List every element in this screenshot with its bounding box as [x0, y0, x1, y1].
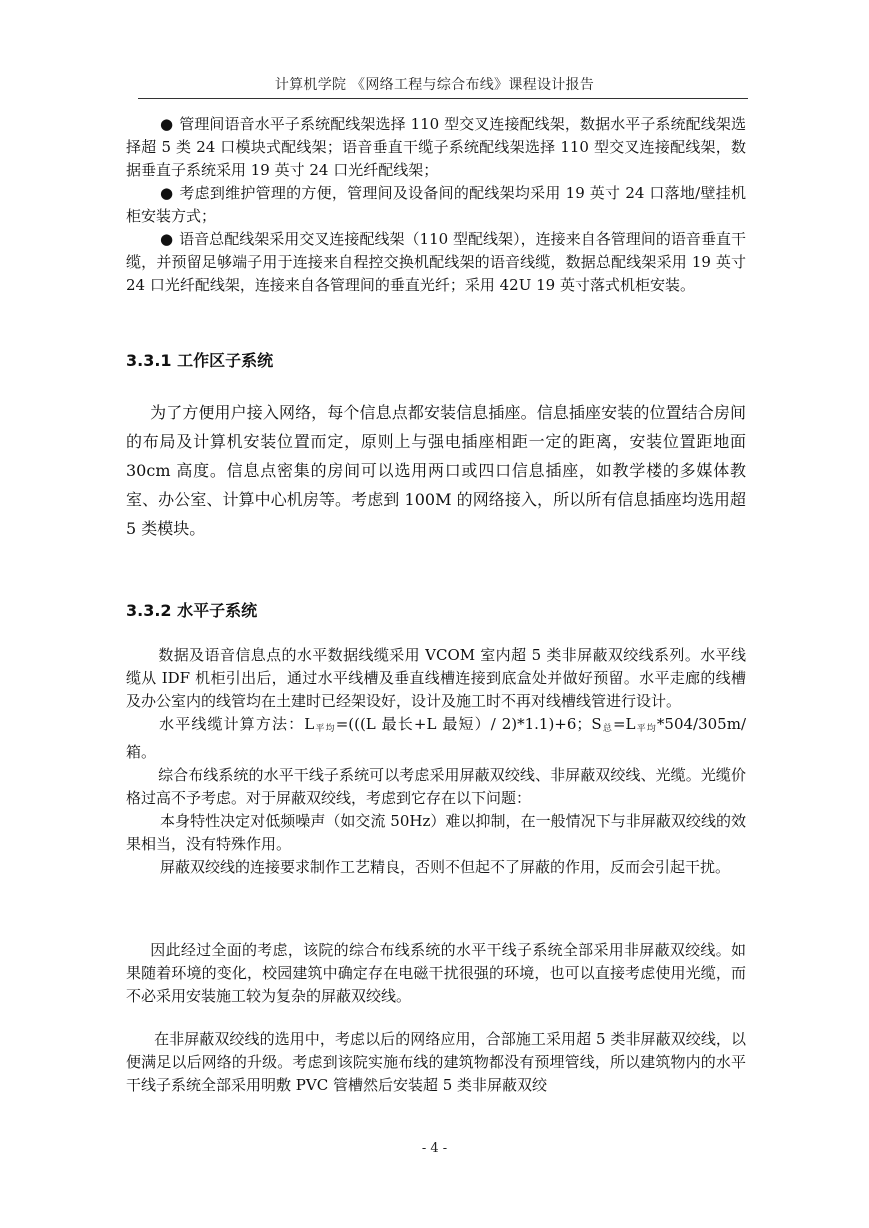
bullet-item: ● 语音总配线架采用交叉连接配线架（110 型配线架），连接来自各管理间的语音垂直干缆，并预留足够端子用于连接来自程控交换机配线架的语音线缆，数据总配线架采用 19 英寸 24 口光纤配线架，连接来自各管理间的垂直光纤；采用 42U 19 英寸落式机柜安装。: [126, 230, 746, 294]
section-heading-331: 3.3.1 工作区子系统: [126, 351, 274, 370]
bullet-item: ● 考虑到维护管理的方便，管理间及设备间的配线架均采用 19 英寸 24 口落地/壁挂机柜安装方式；: [126, 184, 746, 225]
bullet-list: [126, 113, 746, 297]
section-332-conclusion: [126, 939, 746, 1008]
header-divider: [138, 98, 748, 99]
bullet-icon: ●: [160, 230, 174, 248]
paragraph: 数据及语音信息点的水平数据线缆采用 VCOM 室内超 5 类非屏蔽双绞线系列。水平线缆从 IDF 机柜引出后，通过水平线槽及垂直线槽连接到底盒处并做好预留。水平走廊的线槽及办公室内的线管均在土建时已经架设好，设计及施工时不再对线槽线管进行设计。: [126, 646, 746, 710]
bullet-icon: ●: [160, 184, 174, 202]
bullet-item: ● 管理间语音水平子系统配线架选择 110 型交叉连接配线架，数据水平子系统配线架选择超 5 类 24 口模块式配线架；语音垂直干缆子系统配线架选择 110 型交叉连接配线架，数据垂直子系统采用 19 英寸 24 口光纤配线架；: [126, 115, 746, 179]
paragraph: 为了方便用户接入网络，每个信息点都安装信息插座。信息插座安装的位置结合房间的布局及计算机安装位置而定，原则上与强电插座相距一定的距离，安装位置距地面 30cm 高度。信息点密集的房间可以选用两口或四口信息插座，如教学楼的多媒体教室、办公室、计算中心机房等。考虑到 100M 的网络接入，所以所有信息插座均选用超 5 类模块。: [126, 403, 746, 538]
section-332-body: [126, 644, 746, 879]
bullet-icon: ●: [160, 115, 174, 133]
paragraph: 综合布线系统的水平干线子系统可以考虑采用屏蔽双绞线、非屏蔽双绞线、光缆。光缆价格过高不予考虑。对于屏蔽双绞线，考虑到它存在以下问题：: [126, 766, 746, 807]
paragraph: 本身特性决定对低频噪声（如交流 50Hz）难以抑制，在一般情况下与非屏蔽双绞线的效果相当，没有特殊作用。: [126, 812, 746, 853]
page-number: - 4 -: [421, 1141, 448, 1156]
section-332-selection: [126, 1028, 746, 1097]
paragraph: 在非屏蔽双绞线的选用中，考虑以后的网络应用，合部施工采用超 5 类非屏蔽双绞线，以便满足以后网络的升级。考虑到该院实施布线的建筑物都没有预埋管线，所以建筑物内的水平干线子系统全部采用明敷 PVC 管槽然后安装超 5 类非屏蔽双绞: [126, 1030, 746, 1094]
paragraph: 因此经过全面的考虑，该院的综合布线系统的水平干线子系统全部采用非屏蔽双绞线。如果随着环境的变化，校园建筑中确定存在电磁干扰很强的环境，也可以直接考虑使用光缆，而不必采用安装施工较为复杂的屏蔽双绞线。: [126, 941, 746, 1005]
section-331-body: [126, 398, 746, 543]
section-heading-332: 3.3.2 水平子系统: [126, 601, 258, 620]
page-header: 计算机学院 《网络工程与综合布线》课程设计报告: [274, 77, 595, 93]
formula-line: 水平线缆计算方法：$L_{平均}=(((L$ 最长+L 最短）/ 2)*1.1)+6；$S_总=L_{平均}*504/305m/$箱。: [126, 715, 746, 761]
paragraph: 屏蔽双绞线的连接要求制作工艺精良，否则不但起不了屏蔽的作用，反而会引起干扰。: [160, 858, 731, 876]
